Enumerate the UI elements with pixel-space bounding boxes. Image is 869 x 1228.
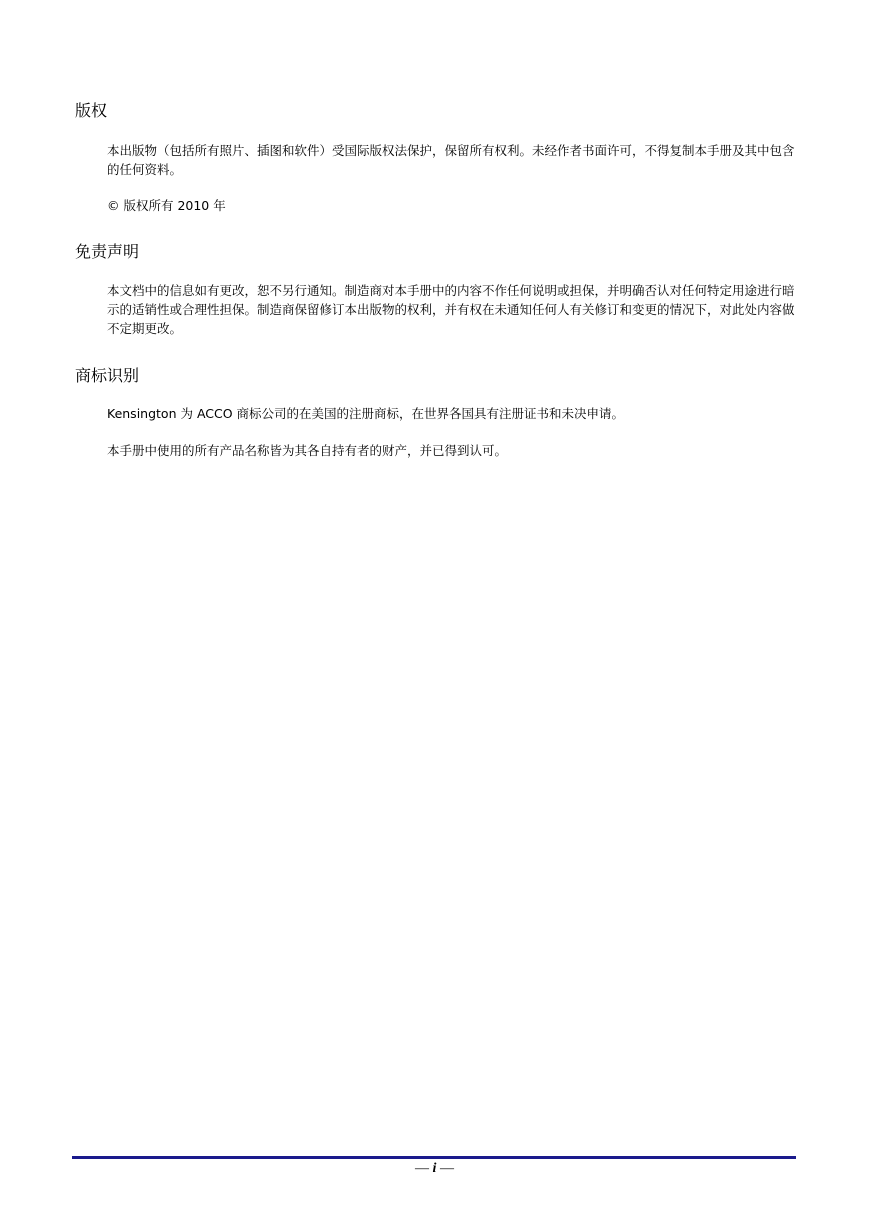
section-heading-disclaimer: 免责声明	[75, 242, 140, 261]
page-number	[0, 1160, 869, 1178]
section-heading-copyright: 版权	[75, 101, 108, 120]
copyright-paragraph: 本出版物（包括所有照片、插图和软件）受国际版权法保护，保留所有权利。未经作者书面许可，不得复制本手册及其中包含的任何资料。	[107, 143, 795, 177]
section-heading-trademark: 商标识别	[75, 366, 140, 385]
trademark-paragraph: Kensington 为 ACCO 商标公司的在美国的注册商标，在世界各国具有注册证书和未决申请。	[107, 406, 625, 421]
page-number-dash-left: —	[415, 1161, 430, 1176]
footer-divider	[72, 1156, 796, 1159]
trademark-acknowledgement: 本手册中使用的所有产品名称皆为其各自持有者的财产，并已得到认可。	[107, 443, 508, 458]
copyright-notice: © 版权所有 2010 年	[107, 198, 226, 213]
page-number-value: i	[432, 1161, 437, 1176]
disclaimer-paragraph: 本文档中的信息如有更改，恕不另行通知。制造商对本手册中的内容不作任何说明或担保，并明确否认对任何特定用途进行暗示的适销性或合理性担保。制造商保留修订本出版物的权利，并有权在未通知任何人有关修订和变更的情况下，对此处内容做不定期更改。	[107, 283, 795, 336]
page-number-dash-right: —	[439, 1161, 454, 1176]
